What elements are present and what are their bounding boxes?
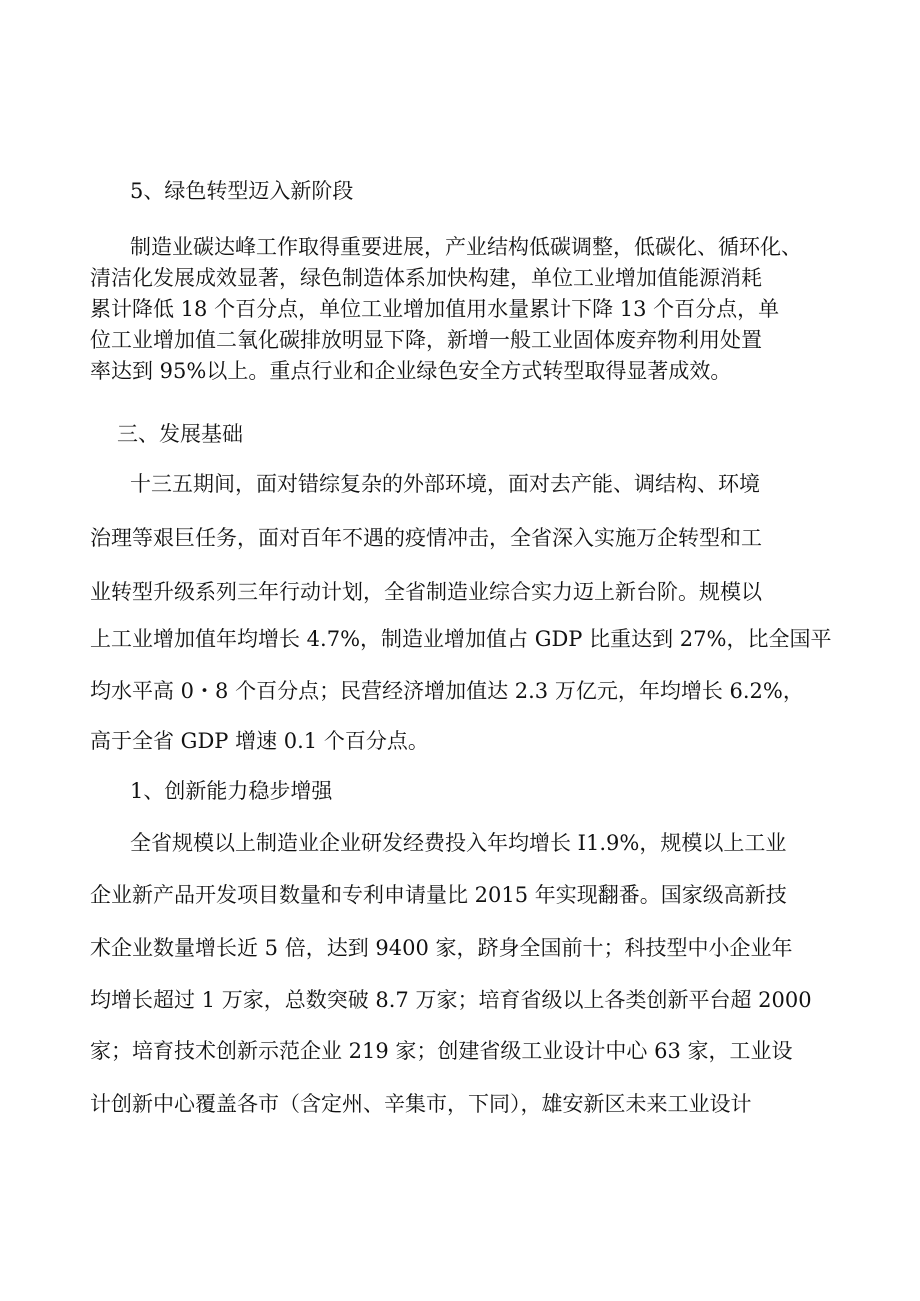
- paragraph-line: 率达到 95%以上。重点行业和企业绿色安全方式转型取得显著成效。: [90, 359, 732, 383]
- paragraph-line: 清洁化发展成效显著，绿色制造体系加快构建，单位工业增加值能源消耗: [90, 266, 762, 290]
- paragraph-line: 均增长超过 1 万家，总数突破 8.7 万家；培育省级以上各类创新平台超 2000: [90, 988, 812, 1012]
- section-heading-development-foundation: 三、发展基础: [117, 422, 243, 446]
- paragraph-line: 上工业增加值年均增长 4.7%，制造业增加值占 GDP 比重达到 27%，比全国平: [90, 627, 832, 651]
- paragraph-line: 制造业碳达峰工作取得重要进展，产业结构低碳调整，低碳化、循环化、: [130, 235, 802, 259]
- paragraph-line: 全省规模以上制造业企业研发经费投入年均增长 I1.9%，规模以上工业: [130, 831, 787, 855]
- section-heading-innovation: 1、创新能力稳步增强: [130, 779, 333, 803]
- paragraph-line: 十三五期间，面对错综复杂的外部环境，面对去产能、调结构、环境: [130, 472, 760, 496]
- paragraph-line: 企业新产品开发项目数量和专利申请量比 2015 年实现翻番。国家级高新技: [90, 883, 787, 907]
- paragraph-line: 高于全省 GDP 增速 0.1 个百分点。: [90, 729, 429, 753]
- paragraph-line: 位工业增加值二氧化碳排放明显下降，新增一般工业固体废弃物利用处置: [90, 328, 762, 352]
- paragraph-line: 累计降低 18 个百分点，单位工业增加值用水量累计下降 13 个百分点，单: [90, 297, 780, 321]
- paragraph-line: 治理等艰巨任务，面对百年不遇的疫情冲击，全省深入实施万企转型和工: [90, 526, 762, 550]
- paragraph-line: 术企业数量增长近 5 倍，达到 9400 家，跻身全国前十；科技型中小企业年: [90, 936, 793, 960]
- section-heading-green-transition: 5、绿色转型迈入新阶段: [130, 179, 354, 203]
- paragraph-line: 计创新中心覆盖各市（含定州、辛集市，下同），雄安新区未来工业设计: [90, 1092, 752, 1116]
- paragraph-line: 家；培育技术创新示范企业 219 家；创建省级工业设计中心 63 家，工业设: [90, 1039, 793, 1063]
- paragraph-line: 业转型升级系列三年行动计划，全省制造业综合实力迈上新台阶。规模以: [90, 580, 762, 604]
- paragraph-line: 均水平高 0・8 个百分点；民营经济增加值达 2.3 万亿元，年均增长 6.2%，: [90, 679, 804, 703]
